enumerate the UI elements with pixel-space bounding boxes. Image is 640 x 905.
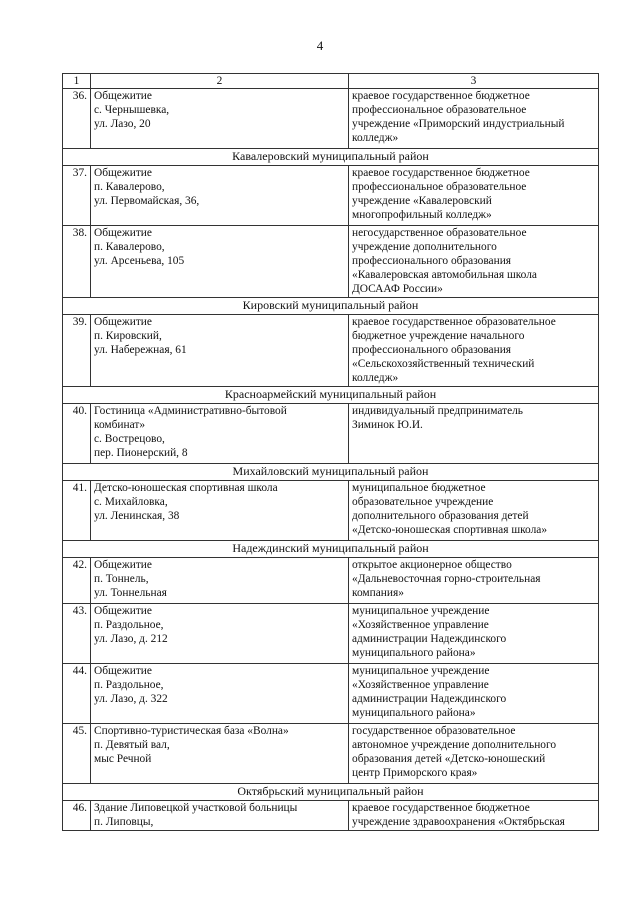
object-line: с. Михайловка, (94, 496, 168, 508)
district-name: Михайловский муниципальный район (63, 464, 599, 481)
object-line: Общежитие (94, 90, 152, 102)
owner-line: администрации Надеждинского (352, 633, 507, 645)
object-line: ул. Лазо, 20 (94, 118, 151, 130)
owner-line: «Сельскохозяйственный технический (352, 358, 535, 370)
object-line: Общежитие (94, 665, 152, 677)
object-line: п. Кировский, (94, 330, 162, 342)
object-cell (91, 724, 349, 784)
district-row (63, 464, 599, 481)
owner-line: краевое государственное бюджетное (352, 802, 530, 814)
object-line: с. Вострецово, (94, 433, 165, 445)
row-number: 43. (63, 604, 91, 664)
owner-line: образовательное учреждение (352, 496, 494, 508)
object-line: Гостиница «Административно-бытовой (94, 405, 287, 417)
object-cell (91, 664, 349, 724)
owner-line: «Детско-юношеская спортивная школа» (352, 524, 548, 536)
owner-cell (349, 724, 599, 784)
object-line: комбинат» (94, 419, 146, 431)
owner-line: профессиональное образовательное (352, 181, 527, 193)
table-row (63, 315, 599, 387)
object-cell (91, 801, 349, 831)
owner-line: «Дальневосточная горно-строительная (352, 573, 541, 585)
object-line: ул. Арсеньева, 105 (94, 255, 185, 267)
owner-line: бюджетное учреждение начального (352, 330, 525, 342)
header-cell-2: 2 (91, 74, 349, 89)
header-row (63, 74, 599, 89)
row-number: 36. (63, 89, 91, 149)
object-cell (91, 481, 349, 541)
district-row (63, 387, 599, 404)
object-line: ул. Лазо, д. 322 (94, 693, 168, 705)
object-cell (91, 604, 349, 664)
object-line: ул. Первомайская, 36, (94, 195, 200, 207)
district-row (63, 541, 599, 558)
owner-line: муниципальное учреждение (352, 665, 490, 677)
table-row (63, 404, 599, 464)
object-line: Общежитие (94, 167, 152, 179)
owner-cell (349, 315, 599, 387)
object-cell (91, 166, 349, 226)
owner-cell (349, 481, 599, 541)
row-number: 40. (63, 404, 91, 464)
row-number: 39. (63, 315, 91, 387)
owner-line: центр Приморского края» (352, 767, 478, 779)
object-cell (91, 89, 349, 149)
district-row (63, 298, 599, 315)
owner-line: муниципального района» (352, 647, 476, 659)
owner-line: профессиональное образовательное (352, 104, 527, 116)
owner-line: профессионального образования (352, 344, 512, 356)
object-line: ул. Тоннельная (94, 587, 167, 599)
header-cell-1: 1 (63, 74, 91, 89)
district-name: Кировский муниципальный район (63, 298, 599, 315)
owner-line: индивидуальный предприниматель (352, 405, 523, 417)
object-line: п. Девятый вал, (94, 739, 170, 751)
object-line: пер. Пионерский, 8 (94, 447, 188, 459)
table-row (63, 604, 599, 664)
object-cell (91, 558, 349, 604)
owner-line: ДОСААФ России» (352, 283, 443, 295)
object-line: ул. Набережная, 61 (94, 344, 187, 356)
owner-cell (349, 166, 599, 226)
owner-cell (349, 604, 599, 664)
object-line: п. Раздольное, (94, 619, 164, 631)
owner-cell (349, 558, 599, 604)
owner-line: учреждение «Приморский индустриальный (352, 118, 565, 130)
owner-line: краевое государственное образовательное (352, 316, 556, 328)
owner-line: муниципальное учреждение (352, 605, 490, 617)
district-row (63, 784, 599, 801)
object-line: Общежитие (94, 316, 152, 328)
object-line: с. Чернышевка, (94, 104, 170, 116)
object-cell (91, 315, 349, 387)
owner-line: Зиминок Ю.И. (352, 419, 423, 431)
object-line: Детско-юношеская спортивная школа (94, 482, 278, 494)
row-number: 42. (63, 558, 91, 604)
district-row (63, 149, 599, 166)
owner-line: муниципальное бюджетное (352, 482, 486, 494)
header-cell-3: 3 (349, 74, 599, 89)
owner-line: негосударственное образовательное (352, 227, 527, 239)
owner-cell (349, 664, 599, 724)
row-number: 37. (63, 166, 91, 226)
owner-line: колледж» (352, 372, 399, 384)
object-line: п. Раздольное, (94, 679, 164, 691)
row-number: 38. (63, 226, 91, 298)
owner-line: «Хозяйственное управление (352, 619, 489, 631)
owner-line: учреждение здравоохранения «Октябрьская (352, 816, 565, 828)
owner-line: учреждение «Кавалеровский (352, 195, 492, 207)
district-name: Кавалеровский муниципальный район (63, 149, 599, 166)
table-row (63, 481, 599, 541)
row-number: 41. (63, 481, 91, 541)
row-number: 44. (63, 664, 91, 724)
owner-line: дополнительного образования детей (352, 510, 529, 522)
object-line: п. Тоннель, (94, 573, 149, 585)
owner-line: «Кавалеровская автомобильная школа (352, 269, 537, 281)
table-row (63, 89, 599, 149)
object-line: Здание Липовецкой участковой больницы (94, 802, 298, 814)
object-line: мыс Речной (94, 753, 152, 765)
registry-table (62, 73, 599, 831)
object-cell (91, 404, 349, 464)
owner-line: многопрофильный колледж» (352, 209, 492, 221)
owner-line: муниципального района» (352, 707, 476, 719)
object-line: Общежитие (94, 559, 152, 571)
object-line: п. Липовцы, (94, 816, 154, 828)
table-row (63, 166, 599, 226)
owner-cell (349, 89, 599, 149)
owner-line: краевое государственное бюджетное (352, 167, 530, 179)
object-line: п. Кавалерово, (94, 241, 165, 253)
object-line: Общежитие (94, 227, 152, 239)
owner-line: автономное учреждение дополнительного (352, 739, 557, 751)
object-line: Спортивно-туристическая база «Волна» (94, 725, 289, 737)
owner-cell (349, 801, 599, 831)
district-name: Надеждинский муниципальный район (63, 541, 599, 558)
table-row (63, 558, 599, 604)
table-row (63, 724, 599, 784)
object-line: ул. Ленинская, 38 (94, 510, 180, 522)
owner-cell (349, 226, 599, 298)
owner-line: открытое акционерное общество (352, 559, 512, 571)
row-number: 45. (63, 724, 91, 784)
table-row (63, 226, 599, 298)
district-name: Октябрьский муниципальный район (63, 784, 599, 801)
district-name: Красноармейский муниципальный район (63, 387, 599, 404)
owner-line: образования детей «Детско-юношеский (352, 753, 546, 765)
row-number: 46. (63, 801, 91, 831)
page-number: 4 (316, 38, 324, 53)
object-line: п. Кавалерово, (94, 181, 165, 193)
owner-line: учреждение дополнительного (352, 241, 497, 253)
object-cell (91, 226, 349, 298)
owner-line: «Хозяйственное управление (352, 679, 489, 691)
owner-line: колледж» (352, 132, 399, 144)
owner-line: профессионального образования (352, 255, 512, 267)
table-row (63, 664, 599, 724)
object-line: ул. Лазо, д. 212 (94, 633, 168, 645)
owner-line: администрации Надеждинского (352, 693, 507, 705)
table-row (63, 801, 599, 831)
owner-line: государственное образовательное (352, 725, 516, 737)
owner-line: краевое государственное бюджетное (352, 90, 530, 102)
object-line: Общежитие (94, 605, 152, 617)
owner-line: компания» (352, 587, 404, 599)
owner-cell (349, 404, 599, 464)
